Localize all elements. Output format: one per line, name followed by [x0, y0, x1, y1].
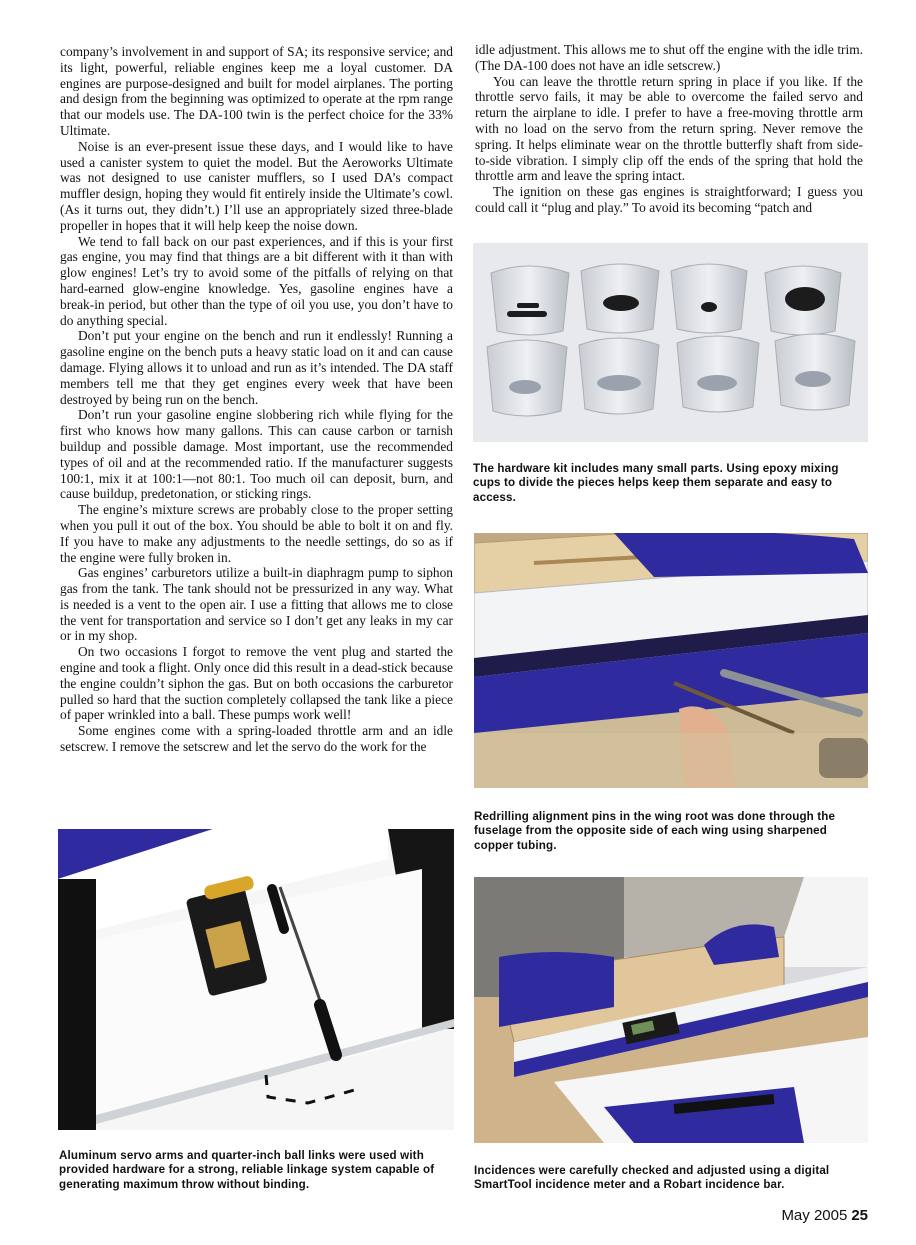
paragraph: Don’t run your gasoline engine slobbering rich while flying for the first who knows how many gallons. This can cause carbon or tarnish buildup and possible damage. Most important, use the recommended types of oil and at the recommended ratio. If the manufacturer suggests 100:1, mix it at 100:1—not 80:1. Too much oil can deposit, burn, and cause buildup, predetonation, or sticking rings.	[60, 407, 453, 502]
incidence-meter-photo	[474, 877, 868, 1143]
paragraph: We tend to fall back on our past experiences, and if this is your first gas engine, you may find that things are a bit different with it than with glow engines! Let’s try to avoid some of the pitfalls of relying on that hard-earned glow-engine knowledge. Yes, gasoline engines have a break-in period, but other than the type of oil you use, you don’t have to do anything special.	[60, 233, 453, 328]
paragraph: Some engines come with a spring-loaded throttle arm and an idle setscrew. I remove the setscrew and let the servo do the work for the	[60, 723, 453, 755]
paragraph: The ignition on these gas engines is straightforward; I guess you could call it “plug and play.” To avoid its becoming “patch and	[475, 184, 863, 215]
paragraph: On two occasions I forgot to remove the vent plug and started the engine and took a flight. Only once did this result in a dead-stick because the engine couldn’t siphon the gas. But on both occasions the carburetor pulled so hard that the suction completely collapsed the tank like a piece of paper wrinkled into a ball. These pumps work well!	[60, 644, 453, 723]
paragraph: The engine’s mixture screws are probably close to the proper setting when you pull it out of the box. You should be able to bolt it on and fly. If you have to make any adjustments to the needle settings, do so as if the engine were fully broken in.	[60, 502, 453, 565]
paragraph: company’s involvement in and support of SA; its responsive service; and its light, powerful, reliable engines keep me a loyal customer. DA engines are purpose-designed and built for model airplanes. The porting and design from the beginning was optimized to operate at the rpm range that our models use. The DA-100 twin is the perfect choice for the 33% Ultimate.	[60, 44, 453, 138]
paragraph: You can leave the throttle return spring in place if you like. If the throttle servo fails, it may be able to overcome the failed servo and return the airplane to idle. I prefer to have a free-moving throttle arm with no load on the servo from the return spring. Never remove the spring. It helps eliminate wear on the throttle butterfly shaft from side-to-side vibration. I simply clip off the ends of the spring that hold the throttle arm and leave the spring intact.	[475, 73, 863, 184]
paragraph: Don’t put your engine on the bench and run it endlessly! Running a gasoline engine on the bench puts a heavy static load on it and can cause damage. Flying allows it to unload and run as it’s intended. The DA staff members tell me that they get engines every week that have been destroyed by being run on the bench.	[60, 328, 453, 407]
paragraph: Noise is an ever-present issue these days, and I would like to have used a canister system to quiet the model. But the Aeroworks Ultimate was not designed to use canister mufflers, so I used DA’s compact muffler design, hoping they would fit entirely inside the Ultimate’s cowl. (As it turns out, they didn’t.) I’ll use an appropriately sized three-blade propeller in hopes that it will help keep the noise down.	[60, 138, 453, 233]
paragraph: idle adjustment. This allows me to shut off the engine with the idle trim. (The DA-100 does not have an idle setscrew.)	[475, 42, 863, 73]
page-number: 25	[851, 1207, 868, 1224]
incidence-photo-caption: Incidences were carefully checked and adjusted using a digital SmartTool incidence meter and a Robart incidence bar.	[474, 1164, 830, 1192]
redrilling-photo-caption: Redrilling alignment pins in the wing root was done through the fuselage from the opposite side of each wing using sharpened copper tubing.	[474, 810, 836, 852]
right-article-column	[475, 42, 863, 216]
servo-linkage-photo	[58, 829, 454, 1130]
page-footer	[781, 1207, 868, 1224]
left-article-column	[60, 44, 453, 755]
hardware-photo-caption: The hardware kit includes many small parts. Using epoxy mixing cups to divide the pieces helps keep them separate and easy to access.	[473, 462, 839, 504]
issue-date: May 2005	[781, 1207, 848, 1224]
redrilling-photo	[474, 533, 868, 788]
hardware-cups-photo	[473, 243, 868, 442]
paragraph: Gas engines’ carburetors utilize a built-in diaphragm pump to siphon gas from the tank. The tank should not be pressurized in any way. What is needed is a vent to the open air. I use a fitting that allows me to close the vent for transportation and service so I don’t get any leaks in my car or in my shop.	[60, 565, 453, 644]
servo-photo-caption: Aluminum servo arms and quarter-inch ball links were used with provided hardware for a strong, reliable linkage system capable of generating maximum throw without binding.	[59, 1149, 435, 1191]
